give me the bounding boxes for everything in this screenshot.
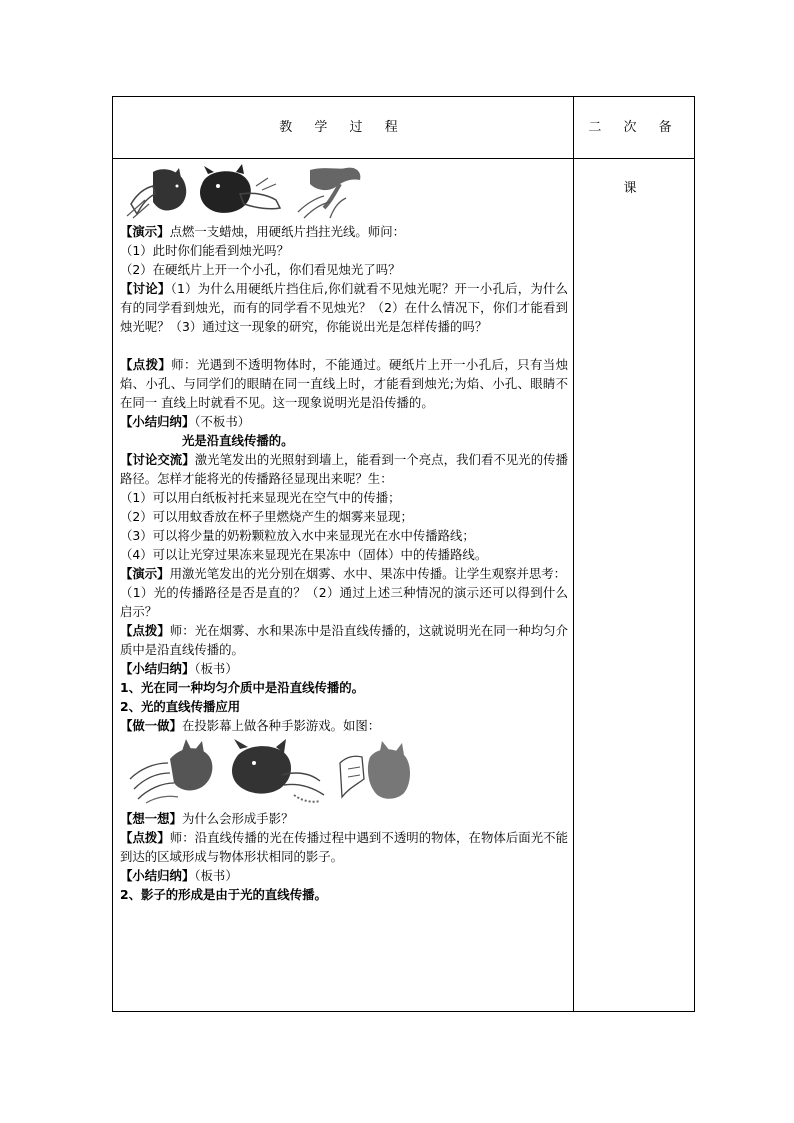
line-summary-3: 【小结归纳】（板书） — [120, 868, 238, 883]
line-board-1: 1、光在同一种均匀介质中是沿直线传播的。 — [120, 680, 365, 695]
line-conclusion-1: 光是沿直线传播的。 — [182, 433, 294, 448]
line-discussion: 【讨论】（1）为什么用硬纸片挡住后,你们就看不见烛光呢？开一小孔后，为什么有的同学看到烛光，而有的同学看不见烛光？（2）在什么情况下，你们才能看到烛光呢？（3）通过这一现象的研究，你能说出光是怎样传播的吗？ — [120, 281, 568, 334]
teaching-content — [120, 164, 568, 904]
header-teaching-process: 教 学 过 程 — [279, 120, 407, 135]
hand-shadow-bull-icon — [196, 164, 286, 222]
spacer — [120, 336, 568, 355]
line-think: 【想一想】为什么会形成手影？ — [120, 811, 294, 826]
hand-shadow-cow-icon — [224, 739, 334, 807]
line-question-2: （2）在硬纸片上开一个小孔，你们看见烛光了吗？ — [120, 262, 401, 277]
hand-shadow-rabbit-icon — [126, 739, 218, 807]
line-method-3: （3）可以将少量的奶粉颗粒放入水中来显现光在水中传播路线； — [120, 528, 475, 543]
line-method-2: （2）可以用蚊香放在杯子里燃烧产生的烟雾来显现； — [120, 509, 413, 524]
line-question-3: （1）光的传播路径是否是直的？（2）通过上述三种情况的演示还可以得到什么启示？ — [120, 585, 568, 619]
line-summary-2: 【小结归纳】（板书） — [120, 661, 238, 676]
line-discussion-exchange: 【讨论交流】激光笔发出的光照射到墙上，能看到一个亮点，我们看不见光的传播路径。怎样才能将光的传播路径显现出来呢？生： — [120, 452, 569, 486]
line-method-4: （4）可以让光穿过果冻来显现光在果冻中（固体）中的传播路线。 — [120, 547, 488, 562]
line-guidance-1: 【点拨】师：光遇到不透明物体时，不能通过。硬纸片上开一小孔后，只有当烛焰、小孔、与同学们的眼睛在同一直线上时，才能看到烛光;为焰、小孔、眼睛不在同一 直线上时就看不见。这一现象说明光是沿传播的。 — [120, 357, 569, 410]
header-second-prep: 二 次 备 课 — [588, 120, 681, 196]
line-guidance-3: 【点拨】师：沿直线传播的光在传播过程中遇到不透明的物体，在物体后面光不能到达的区域形成与物体形状相同的影子。 — [120, 830, 569, 864]
line-summary-1: 【小结归纳】（不板书） — [120, 414, 251, 429]
line-method-1: （1）可以用白纸板衬托来显现光在空气中的传播； — [120, 490, 401, 505]
header-divider — [113, 158, 694, 159]
column-divider — [573, 97, 574, 1011]
line-board-3: 2、影子的形成是由于光的直线传播。 — [120, 887, 327, 902]
hand-shadow-dog-icon — [123, 164, 193, 220]
hand-shadow-images-top — [120, 164, 568, 222]
line-guidance-2: 【点拨】师：光在烟雾、水和果冻中是沿直线传播的，这就说明光在同一种均匀介质中是沿直线传播的。 — [120, 623, 569, 657]
line-question-1: （1）此时你们能看到烛光吗？ — [120, 243, 289, 258]
line-demo-1: 【演示】点燃一支蜡烛，用硬纸片挡拄光线。师问： — [120, 224, 405, 239]
hand-shadow-wolf-icon — [334, 739, 414, 807]
lesson-table — [112, 96, 695, 1012]
line-activity: 【做一做】在投影幕上做各种手影游戏。如图： — [120, 718, 381, 733]
line-board-2: 2、光的直线传播应用 — [120, 699, 241, 714]
line-demo-2: 【演示】用激光笔发出的光分别在烟雾、水中、果冻中传播。让学生观察并思考： — [120, 566, 567, 581]
hand-shadow-images-bottom — [120, 739, 568, 809]
hand-shadow-bird-icon — [290, 164, 370, 222]
